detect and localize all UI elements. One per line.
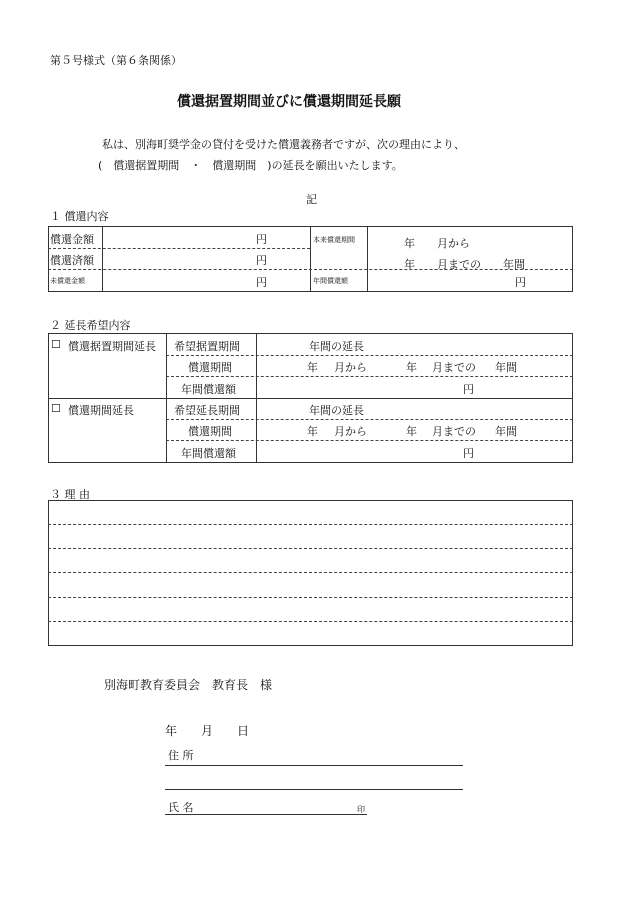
address-line-2[interactable]: [165, 789, 463, 790]
extension-years: 年間: [495, 425, 517, 438]
intro-line-1: 私は、別海町奨学金の貸付を受けた償還義務者ですが、次の理由により、: [102, 138, 465, 151]
original-period-label: 本来償還期間: [313, 236, 355, 244]
deferral-option-label: 償還据置期間延長: [68, 340, 156, 353]
annual-amount-label: 年間償還額: [313, 277, 348, 285]
section3-heading: ３ 理 由: [50, 488, 90, 501]
deferral-nen-from: 年: [307, 361, 318, 374]
deferral-years-text: 年間の延長: [309, 340, 364, 353]
extension-from: 月から: [334, 425, 367, 438]
addressee: 別海町教育委員会 教育長 様: [104, 678, 273, 692]
section2-heading: ２ 延長希望内容: [50, 319, 131, 332]
date-line[interactable]: 年 月 日: [165, 724, 250, 738]
name-line[interactable]: [165, 814, 367, 815]
repaid-amount-yen: 円: [256, 254, 267, 267]
extension-checkbox[interactable]: ☐: [51, 402, 61, 415]
extension-until: 月までの: [432, 425, 476, 438]
extension-nen-from: 年: [307, 425, 318, 438]
extension-years-text: 年間の延長: [309, 404, 364, 417]
form-title: 償還据置期間並びに償還期間延長願: [177, 94, 401, 110]
name-label: 氏 名: [168, 801, 194, 814]
address-label: 住 所: [168, 749, 194, 762]
unpaid-amount-label: 未償還金額: [50, 277, 85, 285]
ki-label: 記: [306, 193, 317, 206]
repaid-amount-label: 償還済額: [50, 254, 94, 267]
hope-extension-label: 希望延長期間: [174, 404, 240, 417]
deferral-years: 年間: [495, 361, 517, 374]
annual-amount-label-2: 年間償還額: [181, 447, 236, 460]
section1-heading: １ 償還内容: [50, 210, 109, 223]
deferral-yen: 円: [463, 383, 474, 396]
period-until: 年 月までの 年間: [404, 258, 525, 271]
extension-option-label: 償還期間延長: [68, 404, 134, 417]
intro-line-2: ( 償還据置期間 ・ 償還期間 )の延長を願出いたします。: [98, 159, 403, 172]
period-from: 年 月から: [404, 237, 470, 250]
deferral-nen-until: 年: [406, 361, 417, 374]
address-line-1[interactable]: [165, 765, 463, 766]
deferral-until: 月までの: [432, 361, 476, 374]
unpaid-amount-yen: 円: [256, 276, 267, 289]
deferral-from: 月から: [334, 361, 367, 374]
hope-deferral-label: 希望据置期間: [174, 340, 240, 353]
repay-period-label-1: 償還期間: [188, 361, 232, 374]
seal-mark: 印: [357, 805, 365, 814]
repay-period-label-2: 償還期間: [188, 425, 232, 438]
form-number: 第５号様式（第６条関係）: [50, 54, 182, 67]
extension-nen-until: 年: [406, 425, 417, 438]
annual-amount-label-1: 年間償還額: [181, 383, 236, 396]
repay-amount-label: 償還金額: [50, 233, 94, 246]
deferral-checkbox[interactable]: ☐: [51, 338, 61, 351]
extension-yen: 円: [463, 447, 474, 460]
annual-amount-yen: 円: [515, 276, 526, 289]
repay-amount-yen: 円: [256, 233, 267, 246]
